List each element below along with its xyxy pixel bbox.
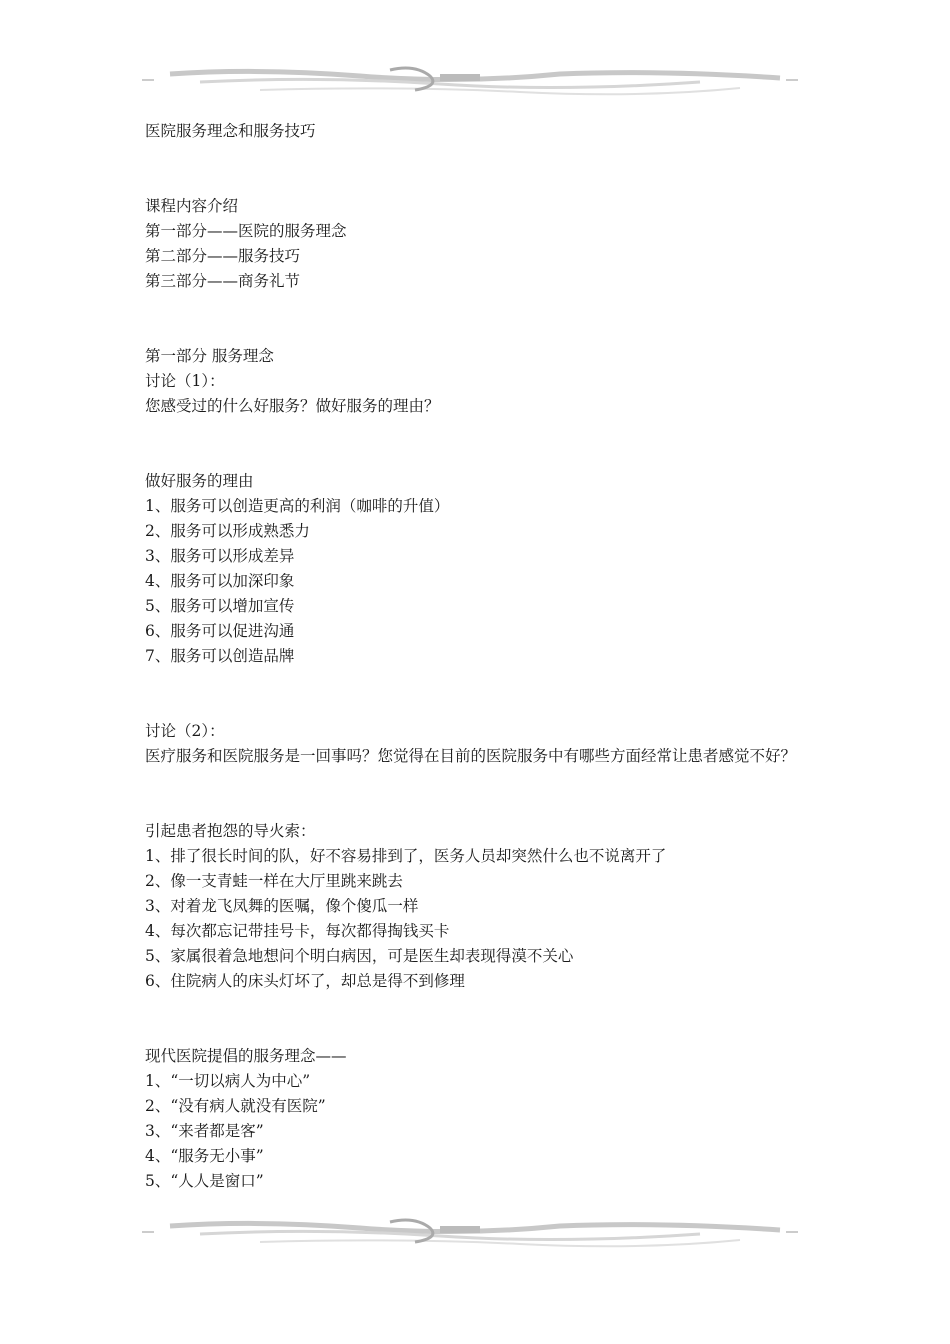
concept-item: 5、“人人是窗口” [145, 1172, 264, 1190]
concept-item: 2、“没有病人就没有医院” [145, 1097, 326, 1115]
document-body [145, 119, 810, 1194]
complaint-item: 2、像一支青蛙一样在大厅里跳来跳去 [145, 872, 403, 890]
complaints-heading: 引起患者抱怨的导火索： [145, 822, 316, 840]
discussion2-label: 讨论（2）： [145, 722, 225, 740]
reason-item: 1、服务可以创造更高的利润（咖啡的升值） [145, 497, 450, 515]
complaint-item: 1、排了很长时间的队，好不容易排到了，医务人员却突然什么也不说离开了 [145, 847, 667, 865]
concept-item: 1、“一切以病人为中心” [145, 1072, 311, 1090]
intro-part: 第一部分——医院的服务理念 [145, 222, 347, 240]
footer-brush-ornament [140, 1216, 800, 1256]
intro-part: 第二部分——服务技巧 [145, 247, 301, 265]
concept-item: 4、“服务无小事” [145, 1147, 264, 1165]
reason-item: 4、服务可以加深印象 [145, 572, 295, 590]
part1-heading: 第一部分 服务理念 [145, 347, 274, 365]
complaint-item: 3、对着龙飞凤舞的医嘱，像个傻瓜一样 [145, 897, 419, 915]
concepts-heading: 现代医院提倡的服务理念—— [145, 1047, 347, 1065]
complaint-item: 6、住院病人的床头灯坏了，却总是得不到修理 [145, 972, 465, 990]
concept-item: 3、“来者都是客” [145, 1122, 264, 1140]
reason-item: 5、服务可以增加宣传 [145, 597, 295, 615]
discussion1-label: 讨论（1）： [145, 372, 225, 390]
reason-item: 2、服务可以形成熟悉力 [145, 522, 310, 540]
intro-part: 第三部分——商务礼节 [145, 272, 301, 290]
reason-item: 6、服务可以促进沟通 [145, 622, 295, 640]
complaint-item: 4、每次都忘记带挂号卡，每次都得掏钱买卡 [145, 922, 450, 940]
discussion1-text: 您感受过的什么好服务？做好服务的理由？ [145, 397, 440, 415]
document-title: 医院服务理念和服务技巧 [145, 122, 316, 140]
reasons-heading: 做好服务的理由 [145, 472, 254, 490]
discussion2-text: 医疗服务和医院服务是一回事吗？您觉得在目前的医院服务中有哪些方面经常让患者感觉不好？ [145, 747, 797, 765]
header-brush-ornament [140, 64, 800, 104]
intro-heading: 课程内容介绍 [145, 197, 239, 215]
complaint-item: 5、家属很着急地想问个明白病因，可是医生却表现得漠不关心 [145, 947, 574, 965]
reason-item: 3、服务可以形成差异 [145, 547, 295, 565]
reason-item: 7、服务可以创造品牌 [145, 647, 295, 665]
